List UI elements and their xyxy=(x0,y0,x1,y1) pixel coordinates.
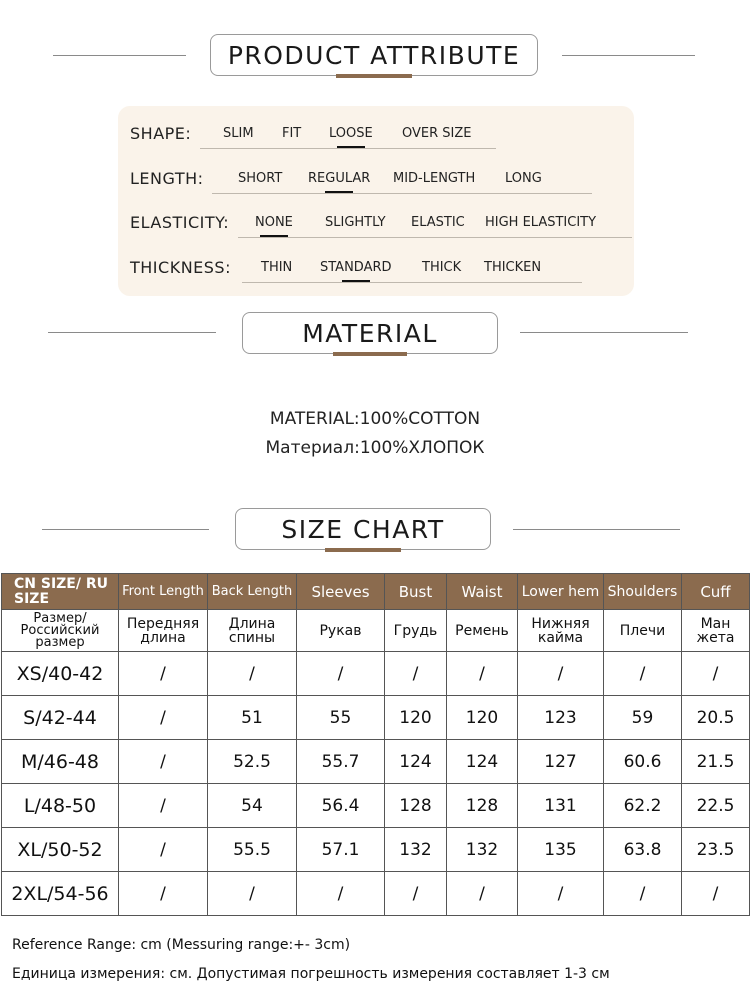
value-cell: 56.4 xyxy=(297,784,385,828)
attr-option: ELASTIC xyxy=(411,215,465,230)
attr-row-elasticity xyxy=(130,207,634,237)
size-cell: M/46-48 xyxy=(2,740,119,784)
value-cell: 135 xyxy=(518,828,604,872)
divider-right xyxy=(520,332,688,333)
divider-left xyxy=(53,55,186,56)
header-cell: Передняя длина xyxy=(119,610,208,652)
value-cell: / xyxy=(119,872,208,916)
divider-right xyxy=(513,529,680,530)
header-cell: Sleeves xyxy=(297,574,385,610)
material-ru: Материал:100%ХЛОПОК xyxy=(265,438,485,458)
attr-label: ELASTICITY: xyxy=(130,213,230,232)
value-cell: / xyxy=(208,872,297,916)
material-en: MATERIAL:100%COTTON xyxy=(269,409,481,429)
value-cell: 60.6 xyxy=(604,740,682,784)
table-row xyxy=(2,652,750,696)
header-cell: Lower hem xyxy=(518,574,604,610)
table-row xyxy=(2,740,750,784)
material-title xyxy=(242,312,498,354)
attr-option: FIT xyxy=(282,126,302,141)
size-chart-title-text: SIZE CHART xyxy=(281,514,445,544)
value-cell: 57.1 xyxy=(297,828,385,872)
value-cell: 55.5 xyxy=(208,828,297,872)
material-title-text: MATERIAL xyxy=(302,318,438,348)
attr-option: LONG xyxy=(505,171,542,186)
value-cell: / xyxy=(447,872,518,916)
header-cell: Размер/ Российский размер xyxy=(2,610,119,652)
value-cell: / xyxy=(518,652,604,696)
value-cell: 59 xyxy=(604,696,682,740)
attr-row-thickness xyxy=(130,252,634,282)
value-cell: / xyxy=(385,872,447,916)
value-cell: 21.5 xyxy=(682,740,750,784)
attribute-panel xyxy=(118,106,634,296)
value-cell: 132 xyxy=(447,828,518,872)
table-header-en xyxy=(2,574,750,610)
header-cell: Грудь xyxy=(385,610,447,652)
header-cell: Cuff xyxy=(682,574,750,610)
attr-label: THICKNESS: xyxy=(130,258,231,277)
header-cell: CN SIZE/ RU SIZE xyxy=(2,574,119,610)
reference-note-ru: Единица измерения: см. Допустимая погрешность измерения составляет 1-3 см xyxy=(12,966,610,982)
size-cell: L/48-50 xyxy=(2,784,119,828)
attr-option-selected: REGULAR xyxy=(308,171,371,186)
value-cell: 55 xyxy=(297,696,385,740)
value-cell: 127 xyxy=(518,740,604,784)
value-cell: 51 xyxy=(208,696,297,740)
title-underline xyxy=(333,352,407,356)
value-cell: / xyxy=(119,652,208,696)
value-cell: 132 xyxy=(385,828,447,872)
value-cell: / xyxy=(119,696,208,740)
divider-left xyxy=(48,332,216,333)
attr-option-selected: LOOSE xyxy=(329,126,373,141)
value-cell: / xyxy=(119,828,208,872)
attr-option: THICK xyxy=(422,260,462,275)
attr-option: SLIM xyxy=(223,126,254,141)
header-cell: Back Length xyxy=(208,574,297,610)
value-cell: / xyxy=(682,652,750,696)
table-row xyxy=(2,696,750,740)
attr-option-selected: NONE xyxy=(255,215,293,230)
value-cell: / xyxy=(297,652,385,696)
header-cell: Waist xyxy=(447,574,518,610)
attr-row-shape xyxy=(130,118,634,148)
value-cell: / xyxy=(385,652,447,696)
header-cell: Bust xyxy=(385,574,447,610)
value-cell: / xyxy=(119,784,208,828)
attr-option: SLIGHTLY xyxy=(325,215,386,230)
value-cell: 128 xyxy=(447,784,518,828)
divider-left xyxy=(42,529,209,530)
product-attribute-title xyxy=(210,34,538,76)
value-cell: 20.5 xyxy=(682,696,750,740)
attr-underline xyxy=(212,193,592,194)
value-cell: 120 xyxy=(447,696,518,740)
value-cell: / xyxy=(119,740,208,784)
header-cell: Shoulders xyxy=(604,574,682,610)
table-row xyxy=(2,872,750,916)
value-cell: 131 xyxy=(518,784,604,828)
attr-underline xyxy=(238,237,632,238)
header-cell: Front Length xyxy=(119,574,208,610)
size-cell: 2XL/54-56 xyxy=(2,872,119,916)
size-chart-title xyxy=(235,508,491,550)
value-cell: 123 xyxy=(518,696,604,740)
attr-label: SHAPE: xyxy=(130,124,192,143)
value-cell: 52.5 xyxy=(208,740,297,784)
title-underline xyxy=(325,548,401,552)
value-cell: / xyxy=(682,872,750,916)
header-cell: Ремень xyxy=(447,610,518,652)
table-row xyxy=(2,784,750,828)
header-cell: Длина спины xyxy=(208,610,297,652)
divider-right xyxy=(562,55,695,56)
value-cell: 124 xyxy=(385,740,447,784)
table-header-ru xyxy=(2,610,750,652)
attr-option: MID-LENGTH xyxy=(393,171,476,186)
value-cell: 120 xyxy=(385,696,447,740)
value-cell: 54 xyxy=(208,784,297,828)
attr-row-length xyxy=(130,163,634,193)
attr-option-selected: STANDARD xyxy=(320,260,392,275)
header-cell: Плечи xyxy=(604,610,682,652)
attr-option: SHORT xyxy=(238,171,283,186)
attr-option: THIN xyxy=(261,260,293,275)
value-cell: / xyxy=(604,652,682,696)
size-cell: S/42-44 xyxy=(2,696,119,740)
value-cell: 128 xyxy=(385,784,447,828)
value-cell: / xyxy=(208,652,297,696)
product-attribute-title-text: PRODUCT ATTRIBUTE xyxy=(227,40,521,70)
size-cell: XS/40-42 xyxy=(2,652,119,696)
attr-option: HIGH ELASTICITY xyxy=(485,215,597,230)
attr-label: LENGTH: xyxy=(130,169,204,188)
attr-underline xyxy=(200,148,496,149)
value-cell: / xyxy=(447,652,518,696)
value-cell: 23.5 xyxy=(682,828,750,872)
value-cell: / xyxy=(604,872,682,916)
reference-note-en: Reference Range: cm (Messuring range:+- 3cm) xyxy=(12,937,351,953)
attr-underline xyxy=(242,282,582,283)
value-cell: / xyxy=(518,872,604,916)
attr-option: THICKEN xyxy=(484,260,542,275)
size-cell: XL/50-52 xyxy=(2,828,119,872)
header-cell: Нижняя кайма xyxy=(518,610,604,652)
value-cell: 22.5 xyxy=(682,784,750,828)
value-cell: 55.7 xyxy=(297,740,385,784)
value-cell: 62.2 xyxy=(604,784,682,828)
title-underline xyxy=(336,74,412,78)
attr-option: OVER SIZE xyxy=(402,126,472,141)
size-chart-table xyxy=(1,573,750,916)
value-cell: 63.8 xyxy=(604,828,682,872)
header-cell: Ман жета xyxy=(682,610,750,652)
value-cell: / xyxy=(297,872,385,916)
table-row xyxy=(2,828,750,872)
header-cell: Рукав xyxy=(297,610,385,652)
value-cell: 124 xyxy=(447,740,518,784)
